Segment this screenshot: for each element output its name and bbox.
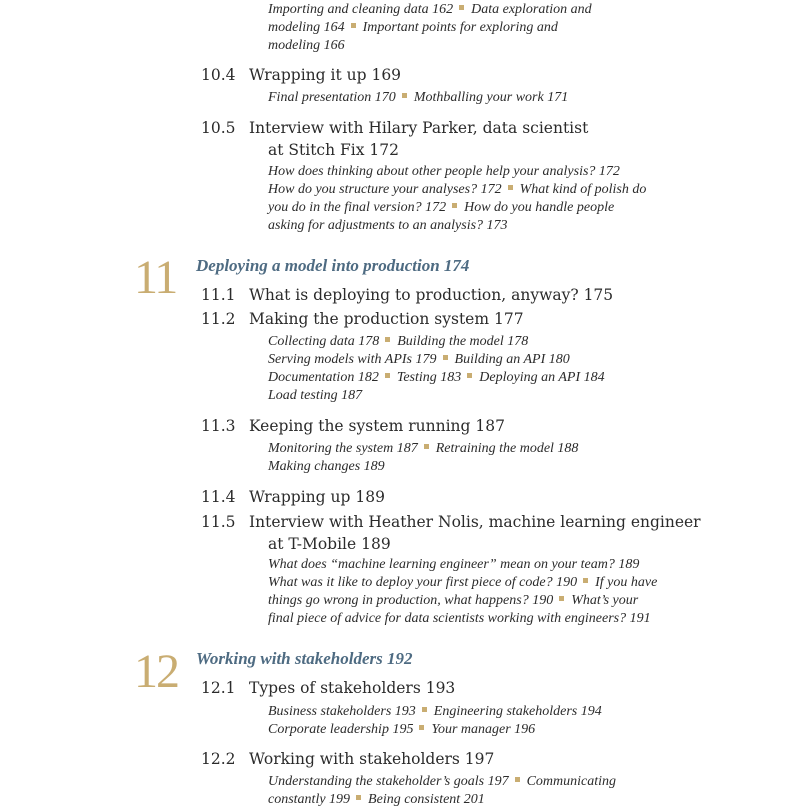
bullet-separator-icon xyxy=(422,707,427,712)
subsection-list xyxy=(268,773,616,809)
subsection-list xyxy=(268,703,602,739)
chapter-number: 11 xyxy=(134,251,177,304)
subsection-line xyxy=(268,217,646,235)
chapter-title[interactable]: Deploying a model into production 174 xyxy=(196,256,470,275)
bullet-separator-icon xyxy=(385,337,390,342)
subsection-entry[interactable]: things go wrong in production, what happens? 190 xyxy=(268,593,554,608)
subsection-entry[interactable]: Corporate leadership 195 xyxy=(268,722,414,737)
subsection-entry[interactable]: Documentation 182 xyxy=(268,370,379,385)
subsection-entry[interactable]: Final presentation 170 xyxy=(268,90,396,105)
subsection-entry[interactable]: Being consistent 201 xyxy=(368,792,485,807)
subsection-entry[interactable]: Important points for exploring and xyxy=(362,20,558,35)
subsection-line xyxy=(268,592,657,610)
section-number: 11.3 xyxy=(201,417,236,435)
subsection-list xyxy=(268,333,605,405)
subsection-entry[interactable]: modeling 166 xyxy=(268,38,345,53)
bullet-separator-icon xyxy=(402,93,407,98)
subsection-entry[interactable]: What does “machine learning engineer” mean on your team? 189 xyxy=(268,557,640,572)
section-title[interactable]: Interview with Hilary Parker, data scientist xyxy=(249,119,589,137)
section-number: 12.2 xyxy=(201,750,236,768)
section-number: 11.5 xyxy=(201,513,236,531)
subsection-entry[interactable]: modeling 164 xyxy=(268,20,345,35)
subsection-entry[interactable]: What was it like to deploy your first piece of code? 190 xyxy=(268,575,578,590)
subsection-entry[interactable]: How do you handle people xyxy=(464,200,615,215)
subsection-entry[interactable]: Importing and cleaning data 162 xyxy=(268,2,454,17)
subsection-entry[interactable]: asking for adjustments to an analysis? 173 xyxy=(268,218,508,233)
subsection-entry[interactable]: Building an API 180 xyxy=(454,352,570,367)
section-number: 11.4 xyxy=(201,488,236,506)
section-title-continued[interactable]: at Stitch Fix 172 xyxy=(268,141,399,159)
subsection-entry[interactable]: Your manager 196 xyxy=(431,722,536,737)
section-title[interactable]: Wrapping it up 169 xyxy=(249,66,402,84)
bullet-separator-icon xyxy=(452,203,457,208)
section-number: 10.5 xyxy=(201,119,236,137)
subsection-line xyxy=(268,163,646,181)
subsection-entry[interactable]: Understanding the stakeholder’s goals 197 xyxy=(268,774,509,789)
subsection-entry[interactable]: Retraining the model 188 xyxy=(435,441,579,456)
subsection-line xyxy=(268,369,605,387)
subsection-line xyxy=(268,610,657,628)
section-title[interactable]: Making the production system 177 xyxy=(249,310,524,328)
subsection-entry[interactable]: Business stakeholders 193 xyxy=(268,704,416,719)
subsection-entry[interactable]: How do you structure your analyses? 172 xyxy=(268,182,502,197)
subsection-line xyxy=(268,773,616,791)
subsection-list xyxy=(268,163,646,235)
subsection-line xyxy=(268,458,578,476)
bullet-separator-icon xyxy=(356,795,361,800)
subsection-entry[interactable]: What kind of polish do xyxy=(519,182,647,197)
subsection-line xyxy=(268,181,646,199)
subsection-line xyxy=(268,199,646,217)
subsection-line xyxy=(268,791,616,809)
subsection-line xyxy=(268,721,602,739)
bullet-separator-icon xyxy=(443,355,448,360)
subsection-entry[interactable]: Making changes 189 xyxy=(268,459,385,474)
subsection-entry[interactable]: If you have xyxy=(595,575,658,590)
section-number: 10.4 xyxy=(201,66,236,84)
subsection-line xyxy=(268,351,605,369)
section-number: 11.2 xyxy=(201,310,236,328)
subsection-entry[interactable]: Building the model 178 xyxy=(397,334,529,349)
bullet-separator-icon xyxy=(351,23,356,28)
section-title[interactable]: Wrapping up 189 xyxy=(249,488,385,506)
subsection-entry[interactable]: Deploying an API 184 xyxy=(479,370,605,385)
bullet-separator-icon xyxy=(559,596,564,601)
subsection-entry[interactable]: final piece of advice for data scientists working with engineers? 191 xyxy=(268,611,651,626)
section-title[interactable]: Types of stakeholders 193 xyxy=(249,679,456,697)
bullet-separator-icon xyxy=(419,725,424,730)
section-title[interactable]: Working with stakeholders 197 xyxy=(249,750,495,768)
subsection-line xyxy=(268,556,657,574)
subsection-list xyxy=(268,556,657,628)
bullet-separator-icon xyxy=(515,777,520,782)
subsection-line xyxy=(268,37,592,55)
chapter-title[interactable]: Working with stakeholders 192 xyxy=(196,649,413,668)
subsection-entry[interactable]: Collecting data 178 xyxy=(268,334,380,349)
subsection-entry[interactable]: Monitoring the system 187 xyxy=(268,441,418,456)
subsection-line xyxy=(268,703,602,721)
subsection-entry[interactable]: Communicating xyxy=(526,774,617,789)
subsection-entry[interactable]: Data exploration and xyxy=(471,2,592,17)
subsection-entry[interactable]: constantly 199 xyxy=(268,792,351,807)
subsection-list xyxy=(268,440,578,476)
subsection-line xyxy=(268,333,605,351)
section-title[interactable]: Interview with Heather Nolis, machine learning engineer xyxy=(249,513,701,531)
section-title-continued[interactable]: at T-Mobile 189 xyxy=(268,535,391,553)
subsection-list xyxy=(268,1,592,55)
bullet-separator-icon xyxy=(424,444,429,449)
bullet-separator-icon xyxy=(385,373,390,378)
subsection-line xyxy=(268,440,578,458)
subsection-line xyxy=(268,387,605,405)
chapter-number: 12 xyxy=(134,645,178,698)
section-title[interactable]: Keeping the system running 187 xyxy=(249,417,505,435)
section-number: 12.1 xyxy=(201,679,236,697)
bullet-separator-icon xyxy=(467,373,472,378)
bullet-separator-icon xyxy=(459,5,464,10)
bullet-separator-icon xyxy=(508,185,513,190)
subsection-line xyxy=(268,1,592,19)
subsection-entry[interactable]: How does thinking about other people help your analysis? 172 xyxy=(268,164,620,179)
subsection-entry[interactable]: Engineering stakeholders 194 xyxy=(433,704,602,719)
subsection-line xyxy=(268,89,568,107)
subsection-line xyxy=(268,574,657,592)
section-title[interactable]: What is deploying to production, anyway? 175 xyxy=(249,286,614,304)
subsection-entry[interactable]: Serving models with APIs 179 xyxy=(268,352,437,367)
bullet-separator-icon xyxy=(583,578,588,583)
subsection-entry[interactable]: Testing 183 xyxy=(396,370,462,385)
subsection-list xyxy=(268,89,568,107)
subsection-line xyxy=(268,19,592,37)
subsection-entry[interactable]: Mothballing your work 171 xyxy=(413,90,569,105)
subsection-entry[interactable]: you do in the final version? 172 xyxy=(268,200,447,215)
section-number: 11.1 xyxy=(201,286,236,304)
subsection-entry[interactable]: What’s your xyxy=(571,593,639,608)
subsection-entry[interactable]: Load testing 187 xyxy=(268,388,363,403)
